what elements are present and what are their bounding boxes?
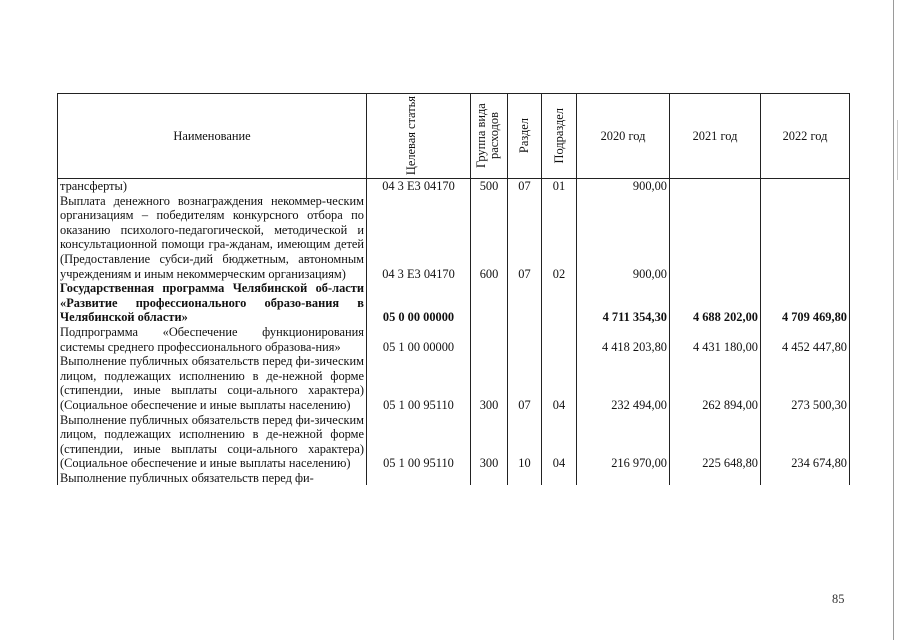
row-2021 [670, 471, 761, 486]
table-row [58, 354, 850, 412]
row-target-article: 04 3 Е3 04170 [367, 179, 471, 194]
row-2020: 900,00 [577, 179, 670, 194]
col-header-2022-label: 2022 год [782, 128, 828, 143]
row-2022 [761, 471, 850, 486]
row-subsection: 01 [542, 179, 577, 194]
row-target-article: 05 1 00 95110 [367, 354, 471, 412]
row-2022: 4 709 469,80 [761, 281, 850, 325]
budget-table [57, 93, 850, 485]
row-2021: 4 688 202,00 [670, 281, 761, 325]
row-expense-group [471, 471, 508, 486]
row-expense-group: 600 [471, 194, 508, 282]
row-name: Выплата денежного вознаграждения некоммер-ческим организациям – победителям конкурсного отбора по оказанию психолого-педагогической, методической и консультационной помощи гра-жданам, имеющим детей (Предоставление субси-дий бюджетным, автономным учреждениям и иным некоммерческим организациям) [58, 194, 367, 282]
table-header-row [58, 94, 850, 179]
col-header-subsection-label: Подраздел [551, 108, 566, 164]
col-header-name [58, 94, 367, 179]
row-2022: 234 674,80 [761, 413, 850, 471]
row-name: Выполнение публичных обязательств перед фи- [58, 471, 367, 486]
row-name: Подпрограмма «Обеспечение функционирования системы среднего профессионального образова-ния» [58, 325, 367, 354]
row-name: Выполнение публичных обязательств перед фи-зическим лицом, подлежащих исполнению в де-нежной форме (стипендии, иные выплаты соци-ального характера) (Социальное обеспечение и иные выплаты населению) [58, 413, 367, 471]
row-2020 [577, 471, 670, 486]
col-header-subsection [542, 94, 577, 179]
row-section [508, 281, 542, 325]
col-header-section-label: Раздел [517, 118, 531, 154]
row-target-article: 05 0 00 00000 [367, 281, 471, 325]
row-2021 [670, 179, 761, 194]
row-2020: 232 494,00 [577, 354, 670, 412]
row-2022: 4 452 447,80 [761, 325, 850, 354]
col-header-2020 [577, 94, 670, 179]
row-name: Государственная программа Челябинской об-ласти «Развитие профессионального образо-вания в Челябинской области» [58, 281, 367, 325]
row-expense-group: 300 [471, 413, 508, 471]
row-subsection: 02 [542, 194, 577, 282]
row-expense-group [471, 281, 508, 325]
row-2021: 262 894,00 [670, 354, 761, 412]
col-header-target-article-label: Целевая статья [403, 96, 418, 176]
row-2022 [761, 179, 850, 194]
col-header-expense-group [471, 94, 508, 179]
row-expense-group: 500 [471, 179, 508, 194]
row-target-article: 04 3 Е3 04170 [367, 194, 471, 282]
col-header-target-article [367, 94, 471, 179]
row-name: Выполнение публичных обязательств перед фи-зическим лицом, подлежащих исполнению в де-нежной форме (стипендии, иные выплаты соци-ального характера) (Социальное обеспечение и иные выплаты населению) [58, 354, 367, 412]
col-header-2021 [670, 94, 761, 179]
table-row [58, 281, 850, 325]
col-header-section [508, 94, 542, 179]
row-name: трансферты) [58, 179, 367, 194]
col-header-2021-label: 2021 год [692, 128, 738, 143]
row-section [508, 325, 542, 354]
row-2022 [761, 194, 850, 282]
table-row [58, 179, 850, 194]
row-2020: 900,00 [577, 194, 670, 282]
row-2021: 225 648,80 [670, 413, 761, 471]
row-section [508, 471, 542, 486]
page-edge-rule [893, 0, 894, 640]
table-row [58, 471, 850, 486]
col-header-2020-label: 2020 год [600, 128, 646, 143]
row-expense-group [471, 325, 508, 354]
row-section: 07 [508, 179, 542, 194]
row-2022: 273 500,30 [761, 354, 850, 412]
row-2021: 4 431 180,00 [670, 325, 761, 354]
table-row [58, 194, 850, 282]
row-subsection [542, 325, 577, 354]
row-section: 07 [508, 194, 542, 282]
row-section: 10 [508, 413, 542, 471]
row-subsection [542, 471, 577, 486]
table-row [58, 325, 850, 354]
row-expense-group: 300 [471, 354, 508, 412]
row-2020: 4 711 354,30 [577, 281, 670, 325]
row-target-article [367, 471, 471, 486]
row-target-article: 05 1 00 95110 [367, 413, 471, 471]
row-subsection [542, 281, 577, 325]
col-header-name-label: Наименование [173, 128, 251, 143]
col-header-expense-group-label: Группа вида расходов [474, 103, 501, 169]
page-number: 85 [832, 592, 845, 606]
row-2020: 216 970,00 [577, 413, 670, 471]
col-header-2022 [761, 94, 850, 179]
row-2020: 4 418 203,80 [577, 325, 670, 354]
row-target-article: 05 1 00 00000 [367, 325, 471, 354]
row-subsection: 04 [542, 354, 577, 412]
row-subsection: 04 [542, 413, 577, 471]
row-section: 07 [508, 354, 542, 412]
page-edge-rule-secondary [897, 120, 898, 180]
row-2021 [670, 194, 761, 282]
table-row [58, 413, 850, 471]
